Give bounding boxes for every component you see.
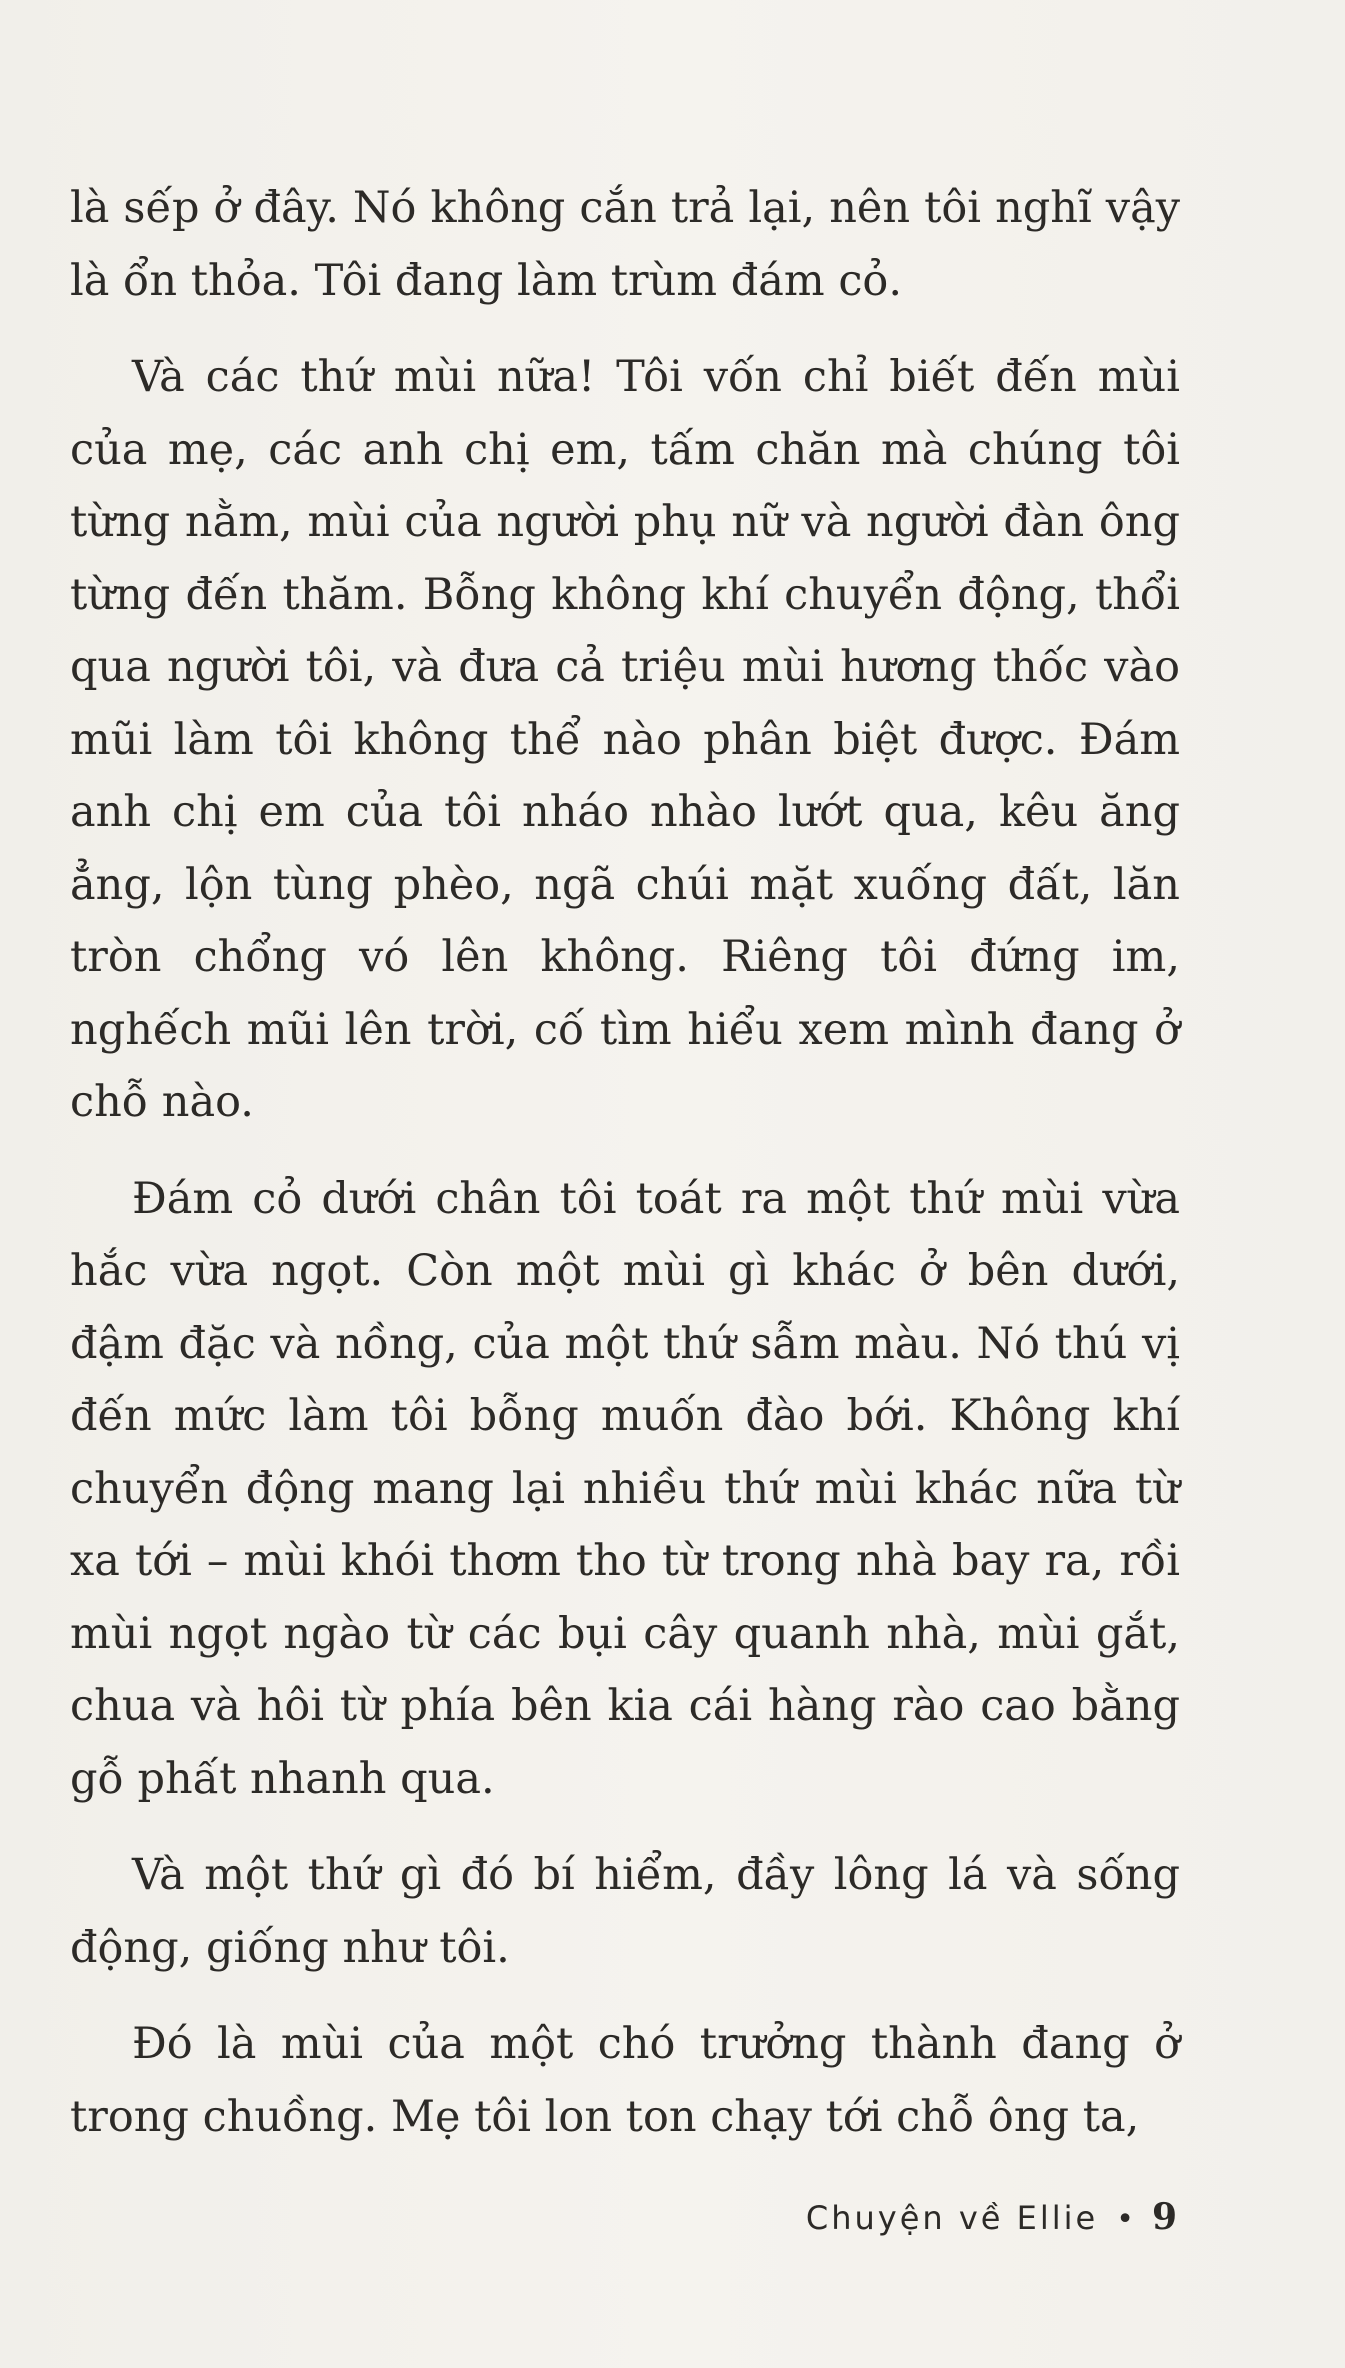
- page-number: 9: [1151, 2196, 1177, 2238]
- running-title: Chuyện về Ellie: [805, 2199, 1099, 2237]
- paragraph-grass: Đám cỏ dưới chân tôi toát ra một thứ mùi vừa hắc vừa ngọt. Còn một mùi gì khác ở bên dưới, đậm đặc và nồng, của một thứ sẫm màu. Nó thú vị đến mức làm tôi bỗng muốn đào bới. Không khí chuyển động mang lại nhiều thứ mùi khác nữa từ xa tới – mùi khói thơm tho từ trong nhà bay ra, rồi mùi ngọt ngào từ các bụi cây quanh nhà, mùi gắt, chua và hôi từ phía bên kia cái hàng rào cao bằng gỗ phất nhanh qua.: [70, 1173, 1180, 1804]
- paragraph-adult-dog: Đó là mùi của một chó trưởng thành đang ở trong chuồng. Mẹ tôi lon ton chạy tới chỗ ông ta,: [70, 2019, 1180, 2142]
- paragraph-smells: Và các thứ mùi nữa! Tôi vốn chỉ biết đến mùi của mẹ, các anh chị em, tấm chăn mà chúng tôi từng nằm, mùi của người phụ nữ và người đàn ông từng đến thăm. Bỗng không khí chuyển động, thổi qua người tôi, và đưa cả triệu mùi hương thốc vào mũi làm tôi không thể nào phân biệt được. Đám anh chị em của tôi nháo nhào lướt qua, kêu ăng ẳng, lộn tùng phèo, ngã chúi mặt xuống đất, lăn tròn chổng vó lên không. Riêng tôi đứng im, nghếch mũi lên trời, cố tìm hiểu xem mình đang ở chỗ nào.: [70, 352, 1180, 1127]
- footer-bullet: •: [1116, 2202, 1134, 2237]
- page-footer: [806, 2196, 1177, 2238]
- paragraph-mysterious: Và một thứ gì đó bí hiểm, đầy lông lá và sống động, giống như tôi.: [70, 1850, 1180, 1973]
- paragraph-continuation: là sếp ở đây. Nó không cắn trả lại, nên tôi nghĩ vậy là ổn thỏa. Tôi đang làm trùm đám cỏ.: [70, 183, 1180, 306]
- body-text: [70, 172, 1180, 2177]
